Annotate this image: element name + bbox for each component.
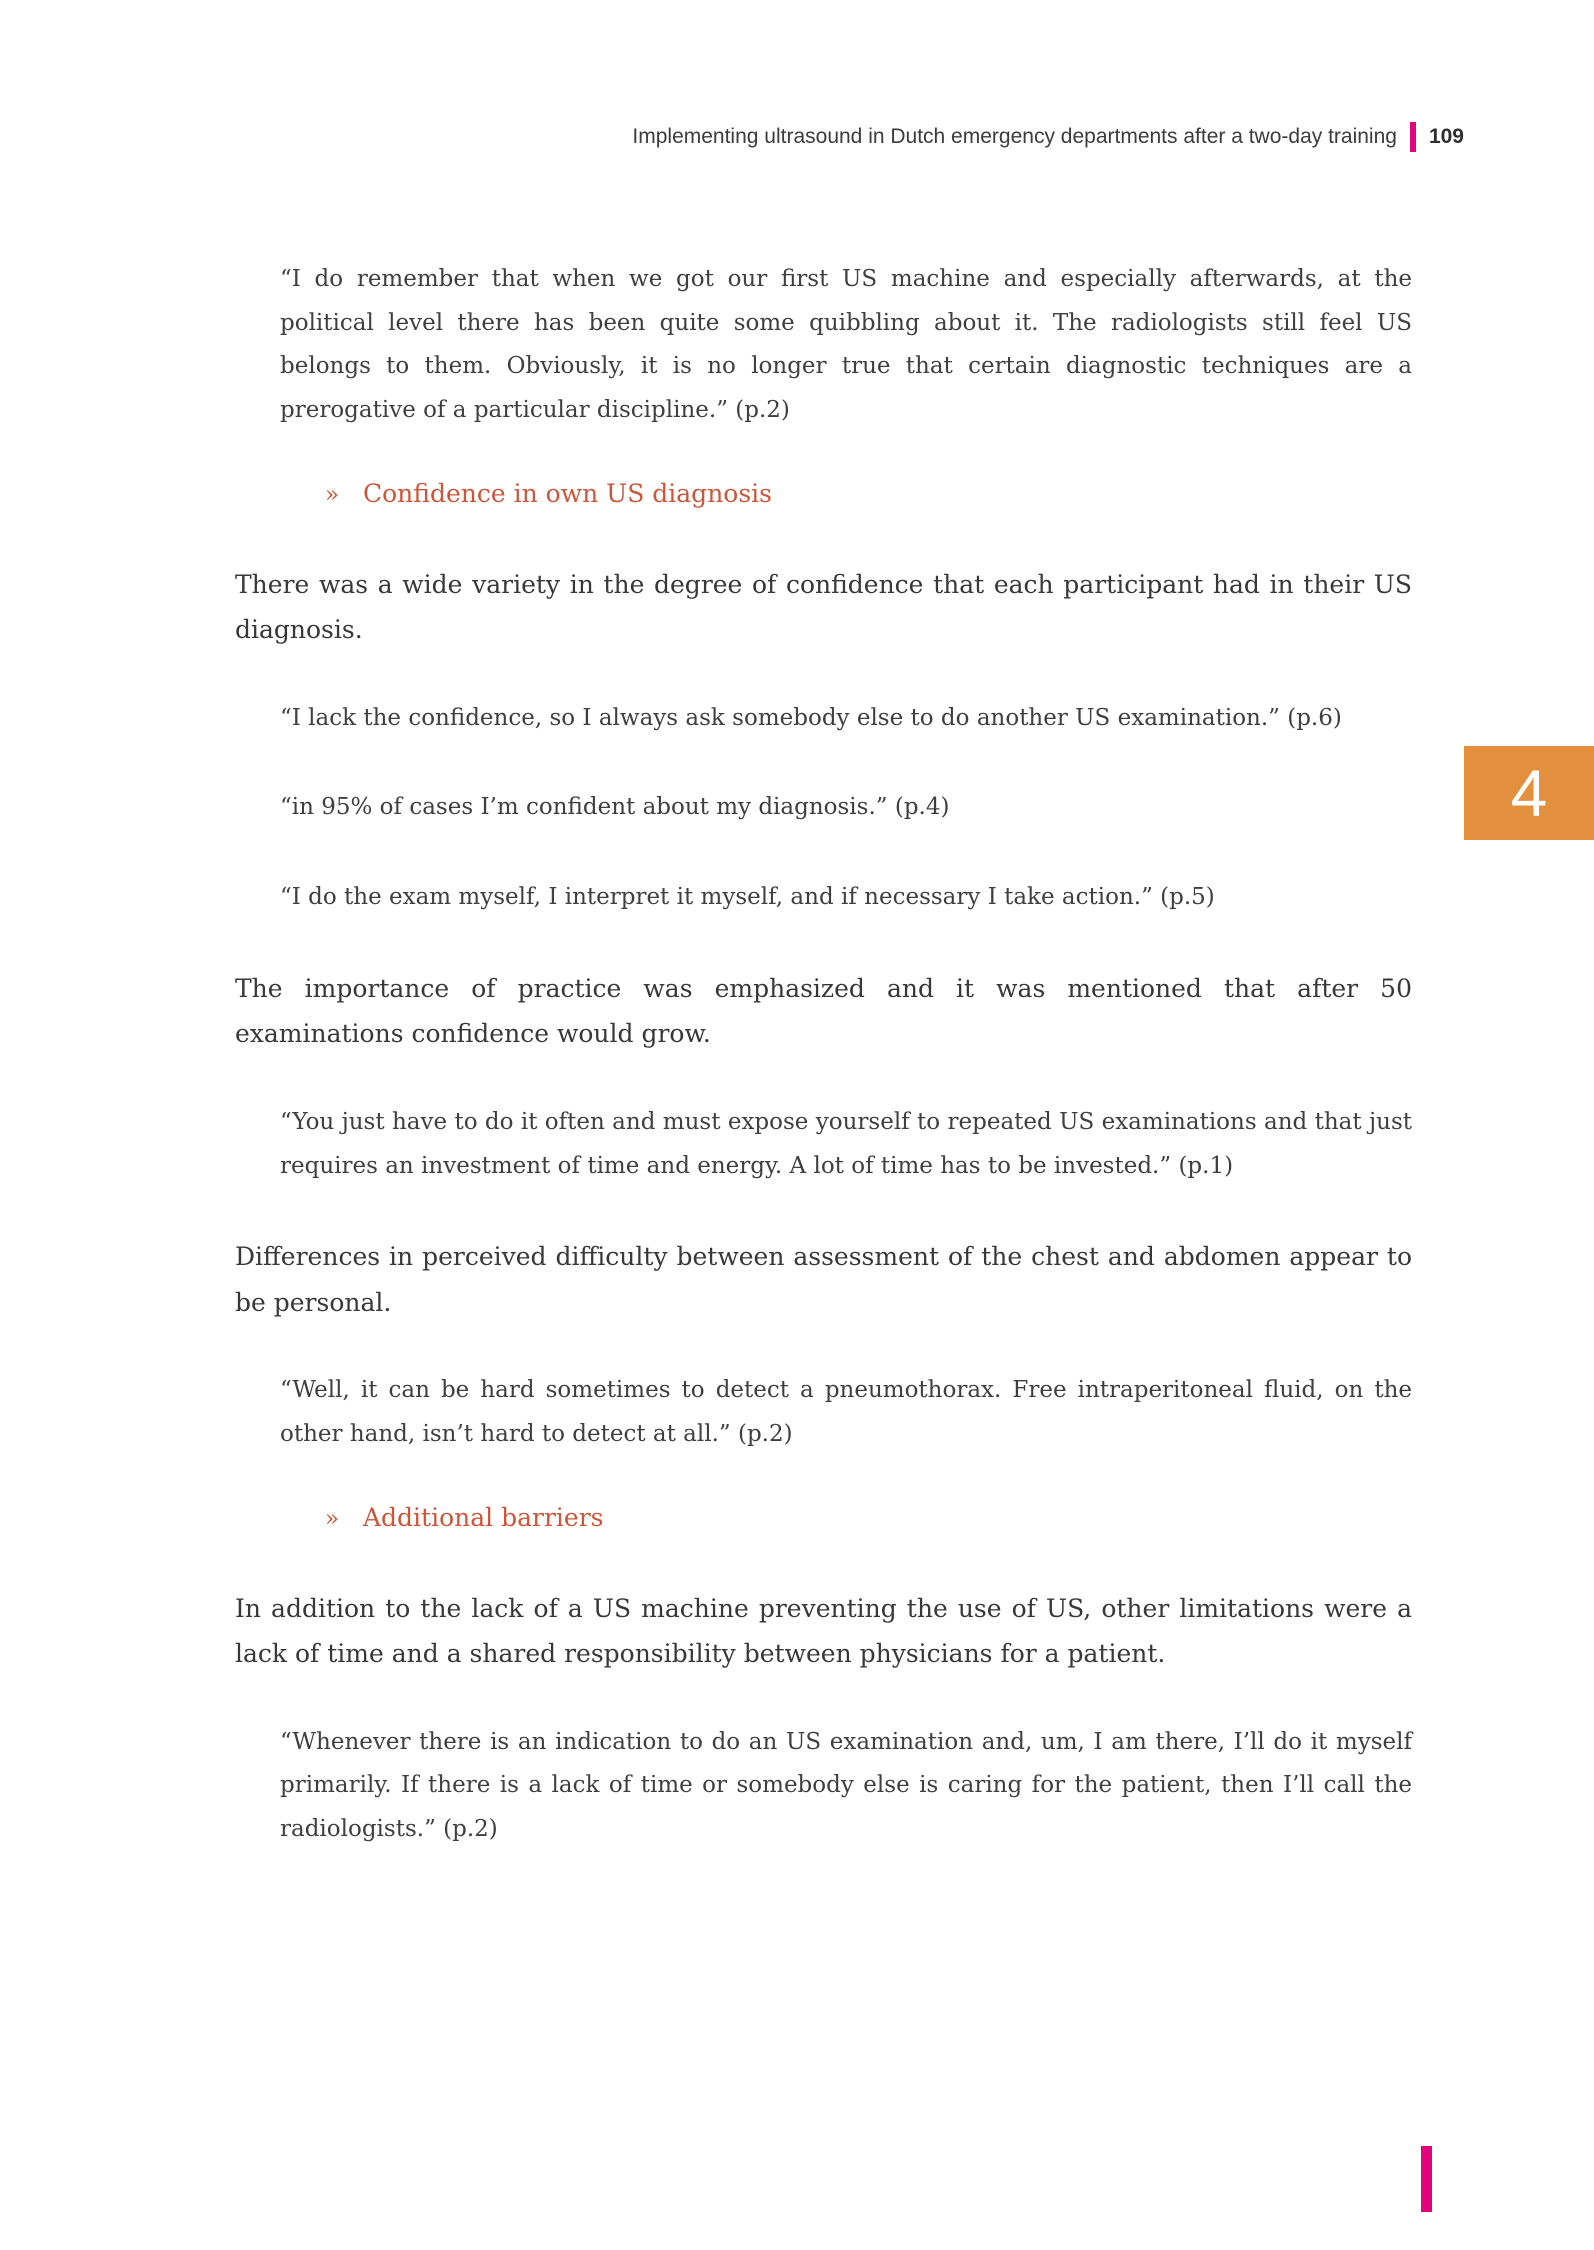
quote-block: “in 95% of cases I’m confident about my diagnosis.” (p.4) xyxy=(280,794,950,821)
quote-block: “I lack the confidence, so I always ask somebody else to do another US examination.” (p.6) xyxy=(280,704,1342,731)
subsection-heading-text: Confidence in own US diagnosis xyxy=(363,478,772,508)
running-title: Implementing ultrasound in Dutch emergency departments after a two-day training xyxy=(632,125,1397,148)
body-paragraph: In addition to the lack of a US machine preventing the use of US, other limitations were a lack of time and a shared responsibility between physicians for a patient. xyxy=(235,1593,1412,1669)
chapter-number: 4 xyxy=(1510,756,1548,830)
header-rule-bar xyxy=(1410,122,1416,152)
footer-accent-bar xyxy=(1421,2146,1432,2212)
quote-block: “Well, it can be hard sometimes to detect a pneumothorax. Free intraperitoneal fluid, on the other hand, isn’t hard to detect at all.” (p.2) xyxy=(280,1377,1412,1447)
page-content xyxy=(235,258,1412,1898)
bullet-marker-icon: » xyxy=(325,481,340,508)
running-header xyxy=(632,122,1464,152)
bullet-marker-icon: » xyxy=(325,1505,340,1532)
subsection-heading-text: Additional barriers xyxy=(363,1502,604,1532)
subsection-heading xyxy=(325,1503,1412,1532)
body-paragraph: There was a wide variety in the degree of confidence that each participant had in their US diagnosis. xyxy=(235,569,1412,645)
subsection-heading xyxy=(325,479,1412,508)
quote-block: “I do the exam myself, I interpret it myself, and if necessary I take action.” (p.5) xyxy=(280,884,1215,911)
page-number: 109 xyxy=(1428,125,1464,148)
body-paragraph: The importance of practice was emphasized and it was mentioned that after 50 examinations confidence would grow. xyxy=(235,973,1412,1049)
quote-block: “Whenever there is an indication to do an US examination and, um, I am there, I’ll do it myself primarily. If there is a lack of time or somebody else is caring for the patient, then I’ll call the radiologists.” (p.2) xyxy=(280,1728,1412,1842)
quote-block: “I do remember that when we got our first US machine and especially afterwards, at the political level there has been quite some quibbling about it. The radiologists still feel US belongs to them. Obviously, it is no longer true that certain diagnostic techniques are a prerogative of a particular discipline.” (p.2) xyxy=(280,266,1412,424)
body-paragraph: Differences in perceived difficulty between assessment of the chest and abdomen appear to be personal. xyxy=(235,1242,1412,1317)
chapter-tab xyxy=(1464,746,1594,840)
quote-block: “You just have to do it often and must expose yourself to repeated US examinations and that just requires an investment of time and energy. A lot of time has to be invested.” (p.1) xyxy=(280,1108,1412,1179)
